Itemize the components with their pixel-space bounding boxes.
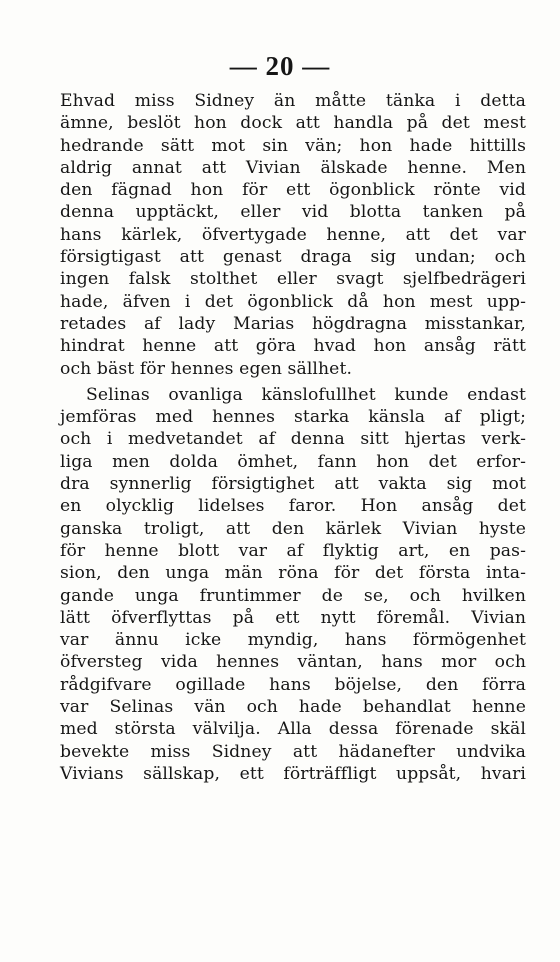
text-line: denna upptäckt, eller vid blotta tanken på bbox=[60, 202, 526, 223]
text-line: lätt öfverflyttas på ett nytt föremål. Vivian bbox=[60, 607, 526, 628]
text-line: bevekte miss Sidney att hädanefter undvika bbox=[60, 741, 526, 762]
page-number: — 20 — bbox=[229, 51, 331, 81]
text-line: ganska troligt, att den kärlek Vivian hyste bbox=[60, 518, 526, 539]
text-line: var Selinas vän och hade behandlat henne bbox=[60, 697, 526, 718]
paragraph-2 bbox=[60, 384, 526, 785]
body-text bbox=[60, 90, 526, 785]
text-line: jemföras med hennes starka känsla af pligt; bbox=[60, 407, 526, 428]
text-line: med största välvilja. Alla dessa förenade skäl bbox=[60, 719, 526, 740]
text-line: aldrig annat att Vivian älskade henne. Men bbox=[60, 157, 526, 178]
text-line: sion, den unga män röna för det första inta- bbox=[60, 563, 526, 584]
text-line: öfversteg vida hennes väntan, hans mor och bbox=[60, 652, 526, 673]
text-line: Selinas ovanliga känslofullhet kunde endast bbox=[86, 384, 526, 405]
text-line: hans kärlek, öfvertygade henne, att det var bbox=[60, 224, 526, 245]
text-line: en olycklig lidelses faror. Hon ansåg det bbox=[60, 496, 526, 517]
text-line: dra synnerlig försigtighet att vakta sig mot bbox=[60, 474, 526, 495]
text-line: ingen falsk stolthet eller svagt sjelfbedrägeri bbox=[60, 269, 526, 290]
text-line: den fägnad hon för ett ögonblick rönte vid bbox=[60, 180, 526, 201]
text-line: ämne, beslöt hon dock att handla på det mest bbox=[60, 113, 526, 134]
paragraph-1 bbox=[60, 90, 526, 380]
text-line: hedrande sätt mot sin vän; hon hade hittills bbox=[60, 135, 526, 156]
text-line: hade, äfven i det ögonblick då hon mest upp- bbox=[60, 291, 526, 312]
text-line: och bäst för hennes egen sällhet. bbox=[60, 358, 353, 379]
text-line: gande unga fruntimmer de se, och hvilken bbox=[60, 585, 526, 606]
text-line: försigtigast att genast draga sig undan; och bbox=[60, 247, 526, 268]
text-line: var ännu icke myndig, hans förmögenhet bbox=[60, 630, 526, 651]
text-line: Ehvad miss Sidney än måtte tänka i detta bbox=[60, 91, 526, 111]
text-line: Vivians sällskap, ett förträffligt uppsåt, hvari bbox=[60, 763, 526, 784]
text-line: liga men dolda ömhet, fann hon det erfor- bbox=[60, 451, 526, 472]
text-line: retades af lady Marias högdragna misstankar, bbox=[60, 313, 526, 334]
text-line: rådgifvare ogillade hans böjelse, den förra bbox=[60, 674, 526, 695]
text-line: hindrat henne att göra hvad hon ansåg rätt bbox=[60, 336, 526, 357]
text-line: för henne blott var af flyktig art, en pas- bbox=[60, 540, 526, 561]
text-line: och i medvetandet af denna sitt hjertas verk- bbox=[60, 429, 526, 450]
